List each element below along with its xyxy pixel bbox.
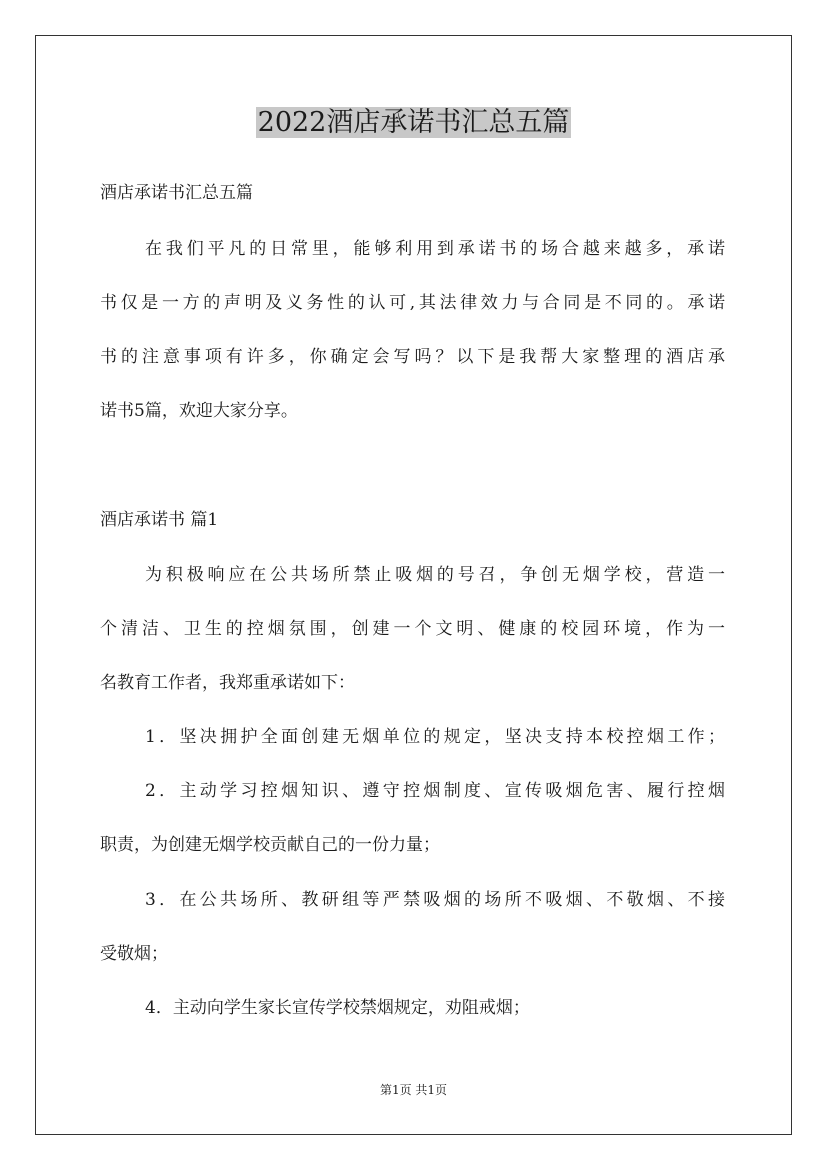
paragraph-line: 在我们平凡的日常里，能够利用到承诺书的场合越来越多，承诺 xyxy=(145,239,725,259)
list-item: 1．坚决拥护全面创建无烟单位的规定，坚决支持本校控烟工作； xyxy=(145,727,725,747)
list-item: 4．主动向学生家长宣传学校禁烟规定，劝阻戒烟； xyxy=(145,998,530,1018)
page-footer: 第1页 共1页 xyxy=(379,1083,448,1097)
paragraph-line: 书的注意事项有许多，你确定会写吗？以下是我帮大家整理的酒店承 xyxy=(100,347,725,367)
paragraph-line: 书仅是一方的声明及义务性的认可,其法律效力与合同是不同的。承诺 xyxy=(100,293,725,313)
section-heading: 酒店承诺书 篇1 xyxy=(100,510,219,530)
document-subtitle: 酒店承诺书汇总五篇 xyxy=(100,183,253,203)
paragraph-line: 诺书5篇，欢迎大家分享。 xyxy=(100,401,298,421)
list-item: 3．在公共场所、教研组等严禁吸烟的场所不吸烟、不敬烟、不接 xyxy=(145,890,725,910)
paragraph-line: 名教育工作者，我郑重承诺如下： xyxy=(100,673,355,693)
paragraph-line: 为积极响应在公共场所禁止吸烟的号召，争创无烟学校，营造一 xyxy=(145,565,725,585)
paragraph-line: 职责，为创建无烟学校贡献自己的一份力量； xyxy=(100,835,440,855)
document-title-text: 2022酒店承诺书汇总五篇 xyxy=(257,107,570,138)
paragraph-line: 受敬烟； xyxy=(100,944,168,964)
list-item: 2．主动学习控烟知识、遵守控烟制度、宣传吸烟危害、履行控烟 xyxy=(145,781,725,801)
document-title xyxy=(0,103,827,143)
paragraph-line: 个清洁、卫生的控烟氛围，创建一个文明、健康的校园环境，作为一 xyxy=(100,619,725,639)
